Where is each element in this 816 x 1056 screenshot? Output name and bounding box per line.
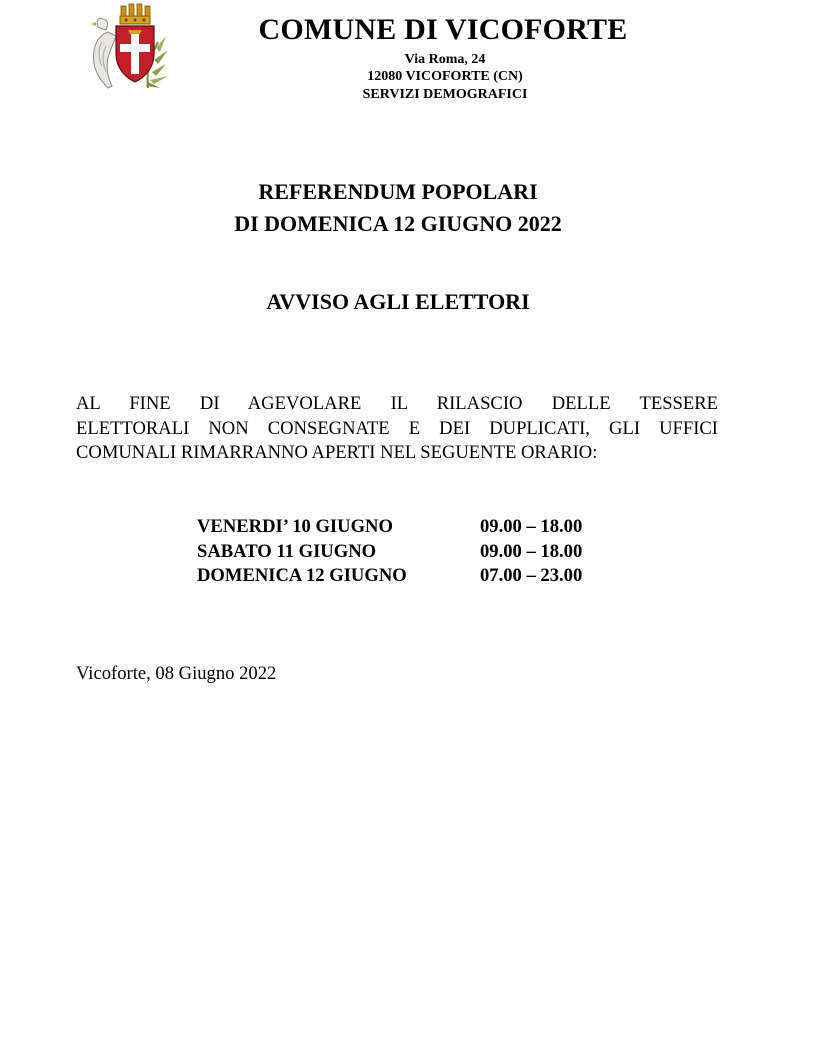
schedule-row bbox=[197, 515, 617, 540]
notice-title: AVVISO AGLI ELETTORI bbox=[266, 289, 530, 314]
place-date: Vicoforte, 08 Giugno 2022 bbox=[76, 663, 277, 684]
schedule-hours: 07.00 – 23.00 bbox=[480, 565, 583, 586]
city-line: 12080 VICOFORTE (CN) bbox=[367, 69, 523, 84]
notice-paragraph bbox=[76, 392, 718, 466]
eagle-icon bbox=[91, 18, 116, 88]
schedule-row bbox=[197, 540, 617, 565]
crown-icon bbox=[120, 4, 150, 24]
address-line: Via Roma, 24 bbox=[404, 52, 486, 67]
schedule-day: VENERDI’ 10 GIUGNO bbox=[197, 516, 393, 537]
schedule-day: SABATO 11 GIUGNO bbox=[197, 540, 377, 562]
referendum-title-line-1: REFERENDUM POPOLARI bbox=[258, 179, 538, 204]
schedule-hours: 09.00 – 18.00 bbox=[480, 516, 583, 537]
paragraph-line: COMUNALI RIMARRANNO APERTI NEL SEGUENTE ORARIO: bbox=[76, 442, 598, 463]
municipal-coat-of-arms-icon bbox=[86, 2, 172, 90]
opening-hours-schedule bbox=[197, 515, 617, 589]
municipality-title: COMUNE DI VICOFORTE bbox=[258, 13, 628, 46]
schedule-row bbox=[197, 564, 617, 589]
schedule-day: DOMENICA 12 GIUGNO bbox=[197, 565, 407, 586]
office-line: SERVIZI DEMOGRAFICI bbox=[362, 87, 528, 102]
paragraph-line: ELETTORALI NON CONSEGNATE E DEI DUPLICATI, GLI UFFICI bbox=[76, 417, 718, 439]
referendum-title-line-2: DI DOMENICA 12 GIUGNO 2022 bbox=[234, 211, 562, 236]
schedule-hours: 09.00 – 18.00 bbox=[480, 540, 583, 562]
paragraph-line: AL FINE DI AGEVOLARE IL RILASCIO DELLE TESSERE bbox=[76, 393, 718, 414]
